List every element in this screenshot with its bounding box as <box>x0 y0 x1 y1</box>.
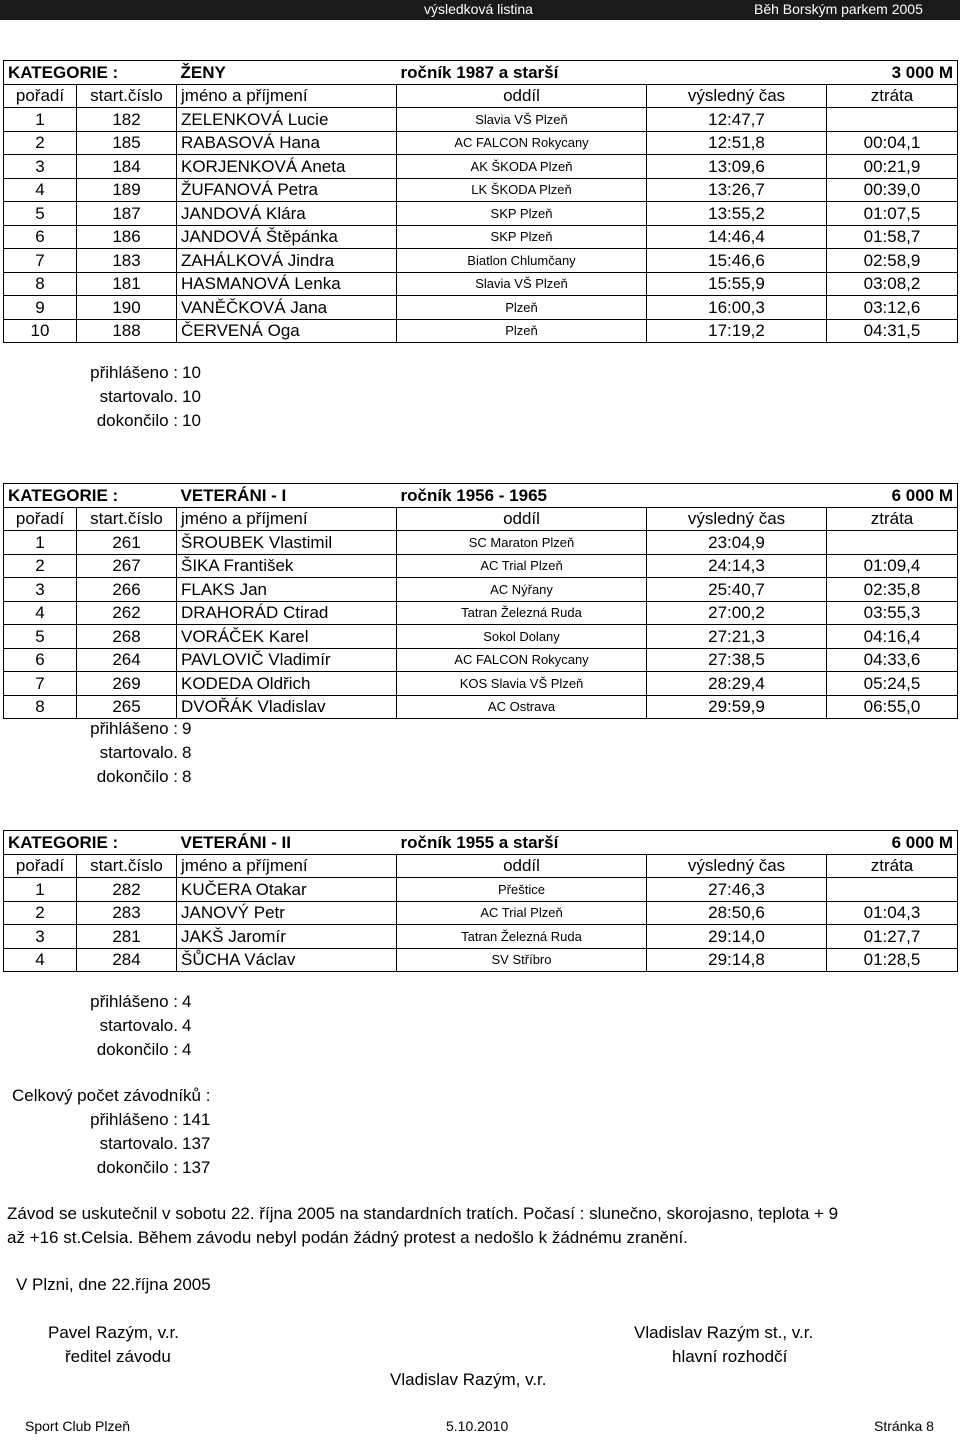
note-line-1: Závod se uskutečnil v sobotu 22. října 2005 na standardních tratích. Počasí : slunečno, skorojasno, teplota + 9 <box>7 1204 839 1223</box>
cell-time: 29:14,8 <box>647 948 827 972</box>
cell-loss: 01:09,4 <box>827 554 958 578</box>
cell-time: 27:38,5 <box>647 648 827 672</box>
cell-bib: 281 <box>77 925 177 949</box>
col-name: jméno a příjmení <box>177 854 397 878</box>
col-bib: start.číslo <box>77 507 177 531</box>
cell-name: ZELENKOVÁ Lucie <box>177 108 397 132</box>
cell-club: AC FALCON Rokycany <box>397 648 647 672</box>
col-time: výsledný čas <box>647 507 827 531</box>
table-row <box>4 695 958 719</box>
cell-rank: 2 <box>4 131 77 155</box>
cell-club: AC Nýřany <box>397 578 647 602</box>
stats-veterani-1 <box>70 717 191 789</box>
cell-rank: 6 <box>4 648 77 672</box>
cell-time: 14:46,4 <box>647 225 827 249</box>
cell-bib: 282 <box>77 878 177 902</box>
cell-bib: 183 <box>77 249 177 273</box>
total-finished: 137 <box>182 1158 211 1177</box>
cell-bib: 268 <box>77 625 177 649</box>
cell-time: 13:55,2 <box>647 202 827 226</box>
cell-name: PAVLOVIČ Vladimír <box>177 648 397 672</box>
table-row <box>4 225 958 249</box>
cell-loss: 04:16,4 <box>827 625 958 649</box>
cell-bib: 283 <box>77 901 177 925</box>
cell-name: JANDOVÁ Štěpánka <box>177 225 397 249</box>
cell-name: ŠŮCHA Václav <box>177 948 397 972</box>
cell-name: VORÁČEK Karel <box>177 625 397 649</box>
cell-time: 23:04,9 <box>647 531 827 555</box>
total-started: 137 <box>182 1134 211 1153</box>
category-distance: 3 000 M <box>827 61 958 85</box>
cell-club: Slavia VŠ Plzeň <box>397 272 647 296</box>
cell-club: SKP Plzeň <box>397 202 647 226</box>
cell-name: ŽUFANOVÁ Petra <box>177 178 397 202</box>
table-row <box>4 531 958 555</box>
cell-rank: 3 <box>4 155 77 179</box>
cell-name: ČERVENÁ Oga <box>177 319 397 343</box>
cell-name: DRAHORÁD Ctirad <box>177 601 397 625</box>
cell-name: ŠROUBEK Vlastimil <box>177 531 397 555</box>
cell-loss: 03:12,6 <box>827 296 958 320</box>
cell-bib: 265 <box>77 695 177 719</box>
stat-registered-label: přihlášeno : <box>90 992 178 1011</box>
cell-club: Slavia VŠ Plzeň <box>397 108 647 132</box>
cell-bib: 264 <box>77 648 177 672</box>
cell-rank: 2 <box>4 554 77 578</box>
cell-loss <box>827 878 958 902</box>
cell-rank: 4 <box>4 948 77 972</box>
cell-time: 28:29,4 <box>647 672 827 696</box>
cell-time: 12:47,7 <box>647 108 827 132</box>
category-year: ročník 1987 a starší <box>397 61 827 85</box>
cell-loss <box>827 108 958 132</box>
col-time: výsledný čas <box>647 854 827 878</box>
table-row <box>4 296 958 320</box>
category-name: VETERÁNI - I <box>177 484 397 508</box>
cell-bib: 189 <box>77 178 177 202</box>
cell-loss: 04:31,5 <box>827 319 958 343</box>
col-rank: pořadí <box>4 507 77 531</box>
cell-club: Sokol Dolany <box>397 625 647 649</box>
cell-loss: 01:04,3 <box>827 901 958 925</box>
cell-loss: 06:55,0 <box>827 695 958 719</box>
col-club: oddíl <box>397 84 647 108</box>
cell-time: 15:55,9 <box>647 272 827 296</box>
cell-loss: 01:58,7 <box>827 225 958 249</box>
cell-name: JAKŠ Jaromír <box>177 925 397 949</box>
cell-bib: 185 <box>77 131 177 155</box>
cell-rank: 2 <box>4 901 77 925</box>
cell-rank: 3 <box>4 925 77 949</box>
cell-club: AK ŠKODA Plzeň <box>397 155 647 179</box>
cell-rank: 6 <box>4 225 77 249</box>
col-bib: start.číslo <box>77 854 177 878</box>
cell-name: KUČERA Otakar <box>177 878 397 902</box>
cell-loss: 03:08,2 <box>827 272 958 296</box>
cell-rank: 9 <box>4 296 77 320</box>
cell-bib: 184 <box>77 155 177 179</box>
cell-time: 27:21,3 <box>647 625 827 649</box>
cell-club: SC Maraton Plzeň <box>397 531 647 555</box>
cell-club: LK ŠKODA Plzeň <box>397 178 647 202</box>
cell-name: KORJENKOVÁ Aneta <box>177 155 397 179</box>
table-row <box>4 178 958 202</box>
cell-club: SKP Plzeň <box>397 225 647 249</box>
column-header-row <box>4 854 958 878</box>
stat-registered: 10 <box>182 363 201 382</box>
cell-name: HASMANOVÁ Lenka <box>177 272 397 296</box>
cell-rank: 4 <box>4 178 77 202</box>
col-name: jméno a příjmení <box>177 507 397 531</box>
table-row <box>4 578 958 602</box>
cell-time: 29:14,0 <box>647 925 827 949</box>
cell-club: SV Stříbro <box>397 948 647 972</box>
stat-started: 4 <box>182 1016 192 1035</box>
cell-club: AC FALCON Rokycany <box>397 131 647 155</box>
col-time: výsledný čas <box>647 84 827 108</box>
cell-bib: 269 <box>77 672 177 696</box>
column-header-row <box>4 507 958 531</box>
cell-bib: 284 <box>77 948 177 972</box>
cell-rank: 8 <box>4 272 77 296</box>
category-row <box>4 61 958 85</box>
stat-finished-label: dokončilo : <box>96 1040 178 1059</box>
stat-finished: 4 <box>182 1040 192 1059</box>
cell-bib: 267 <box>77 554 177 578</box>
table-row <box>4 878 958 902</box>
stat-finished: 8 <box>182 767 192 786</box>
category-distance: 6 000 M <box>827 484 958 508</box>
table-row <box>4 625 958 649</box>
signature-director-role: ředitel závodu <box>65 1347 171 1366</box>
cell-loss: 02:58,9 <box>827 249 958 273</box>
cell-time: 16:00,3 <box>647 296 827 320</box>
footer-date: 5.10.2010 <box>446 1418 509 1434</box>
cell-name: KODEDA Oldřich <box>177 672 397 696</box>
table-row <box>4 554 958 578</box>
table-row <box>4 925 958 949</box>
total-registered-label: přihlášeno : <box>90 1110 178 1129</box>
stat-finished: 10 <box>182 411 201 430</box>
cell-bib: 186 <box>77 225 177 249</box>
cell-time: 13:09,6 <box>647 155 827 179</box>
category-name: ŽENY <box>177 61 397 85</box>
cell-club: Plzeň <box>397 319 647 343</box>
cell-name: FLAKS Jan <box>177 578 397 602</box>
cell-rank: 7 <box>4 672 77 696</box>
category-label: KATEGORIE : <box>4 484 177 508</box>
category-row <box>4 831 958 855</box>
cell-time: 28:50,6 <box>647 901 827 925</box>
table-row <box>4 249 958 273</box>
category-year: ročník 1955 a starší <box>397 831 827 855</box>
col-loss: ztráta <box>827 84 958 108</box>
table-row <box>4 601 958 625</box>
stat-registered: 4 <box>182 992 192 1011</box>
cell-club: Biatlon Chlumčany <box>397 249 647 273</box>
category-row <box>4 484 958 508</box>
cell-time: 13:26,7 <box>647 178 827 202</box>
table-row <box>4 319 958 343</box>
stat-started: 10 <box>182 387 201 406</box>
table-row <box>4 948 958 972</box>
category-label: KATEGORIE : <box>4 61 177 85</box>
cell-time: 15:46,6 <box>647 249 827 273</box>
stat-started-label: startovalo. <box>99 1016 178 1035</box>
cell-loss <box>827 531 958 555</box>
cell-rank: 8 <box>4 695 77 719</box>
cell-loss: 01:27,7 <box>827 925 958 949</box>
cell-time: 27:00,2 <box>647 601 827 625</box>
table-row <box>4 202 958 226</box>
category-label: KATEGORIE : <box>4 831 177 855</box>
table-row <box>4 648 958 672</box>
col-club: oddíl <box>397 854 647 878</box>
cell-loss: 01:07,5 <box>827 202 958 226</box>
cell-time: 29:59,9 <box>647 695 827 719</box>
cell-name: ZAHÁLKOVÁ Jindra <box>177 249 397 273</box>
table-row <box>4 901 958 925</box>
place-date: V Plzni, dne 22.října 2005 <box>16 1275 211 1294</box>
cell-bib: 182 <box>77 108 177 132</box>
cell-loss: 03:55,3 <box>827 601 958 625</box>
header-event: Běh Borským parkem 2005 <box>754 1 923 17</box>
table-row <box>4 108 958 132</box>
cell-loss: 00:04,1 <box>827 131 958 155</box>
cell-time: 27:46,3 <box>647 878 827 902</box>
page-header <box>0 0 960 20</box>
stats-total <box>70 1108 210 1180</box>
col-loss: ztráta <box>827 507 958 531</box>
stat-finished-label: dokončilo : <box>96 411 178 430</box>
cell-club: Přeštice <box>397 878 647 902</box>
stat-registered: 9 <box>182 719 192 738</box>
col-rank: pořadí <box>4 854 77 878</box>
stat-started: 8 <box>182 743 192 762</box>
cell-club: KOS Slavia VŠ Plzeň <box>397 672 647 696</box>
cell-time: 24:14,3 <box>647 554 827 578</box>
table-row <box>4 155 958 179</box>
cell-time: 12:51,8 <box>647 131 827 155</box>
header-title: výsledková listina <box>424 1 533 17</box>
category-name: VETERÁNI - II <box>177 831 397 855</box>
cell-name: RABASOVÁ Hana <box>177 131 397 155</box>
cell-rank: 5 <box>4 202 77 226</box>
stat-started-label: startovalo. <box>99 743 178 762</box>
col-loss: ztráta <box>827 854 958 878</box>
total-title: Celkový počet závodníků : <box>12 1086 211 1105</box>
stat-registered-label: přihlášeno : <box>90 719 178 738</box>
col-name: jméno a příjmení <box>177 84 397 108</box>
cell-rank: 1 <box>4 531 77 555</box>
table-row <box>4 672 958 696</box>
total-registered: 141 <box>182 1110 211 1129</box>
table-row <box>4 272 958 296</box>
stat-started-label: startovalo. <box>99 387 178 406</box>
footer-page: Stránka 8 <box>874 1418 934 1434</box>
cell-loss: 00:39,0 <box>827 178 958 202</box>
category-distance: 6 000 M <box>827 831 958 855</box>
cell-loss: 02:35,8 <box>827 578 958 602</box>
cell-bib: 181 <box>77 272 177 296</box>
total-started-label: startovalo. <box>99 1134 178 1153</box>
col-club: oddíl <box>397 507 647 531</box>
cell-name: DVOŘÁK Vladislav <box>177 695 397 719</box>
signature-referee-role: hlavní rozhodčí <box>672 1347 788 1366</box>
signature-director-name: Pavel Razým, v.r. <box>48 1323 179 1342</box>
cell-club: Plzeň <box>397 296 647 320</box>
cell-club: AC Ostrava <box>397 695 647 719</box>
results-table-zeny <box>3 60 958 343</box>
cell-time: 17:19,2 <box>647 319 827 343</box>
cell-loss: 01:28,5 <box>827 948 958 972</box>
cell-name: JANDOVÁ Klára <box>177 202 397 226</box>
col-bib: start.číslo <box>77 84 177 108</box>
cell-rank: 5 <box>4 625 77 649</box>
cell-rank: 10 <box>4 319 77 343</box>
results-table-veterani-2 <box>3 830 958 972</box>
stats-zeny <box>70 361 201 433</box>
signature-referee-name: Vladislav Razým st., v.r. <box>634 1323 814 1342</box>
cell-club: Tatran Železná Ruda <box>397 925 647 949</box>
cell-rank: 1 <box>4 878 77 902</box>
cell-rank: 3 <box>4 578 77 602</box>
category-year: ročník 1956 - 1965 <box>397 484 827 508</box>
cell-loss: 04:33,6 <box>827 648 958 672</box>
cell-name: JANOVÝ Petr <box>177 901 397 925</box>
note-line-2: až +16 st.Celsia. Během závodu nebyl podán žádný protest a nedošlo k žádnému zranění. <box>7 1228 688 1247</box>
cell-club: Tatran Železná Ruda <box>397 601 647 625</box>
table-row <box>4 131 958 155</box>
cell-bib: 187 <box>77 202 177 226</box>
column-header-row <box>4 84 958 108</box>
cell-rank: 7 <box>4 249 77 273</box>
cell-bib: 262 <box>77 601 177 625</box>
cell-loss: 00:21,9 <box>827 155 958 179</box>
col-rank: pořadí <box>4 84 77 108</box>
cell-loss: 05:24,5 <box>827 672 958 696</box>
signature-center-name: Vladislav Razým, v.r. <box>390 1370 547 1389</box>
stats-veterani-2 <box>70 990 191 1062</box>
cell-rank: 4 <box>4 601 77 625</box>
cell-club: AC Trial Plzeň <box>397 554 647 578</box>
stat-registered-label: přihlášeno : <box>90 363 178 382</box>
cell-bib: 188 <box>77 319 177 343</box>
cell-name: ŠIKA František <box>177 554 397 578</box>
footer-club: Sport Club Plzeň <box>25 1418 131 1434</box>
total-finished-label: dokončilo : <box>96 1158 178 1177</box>
cell-rank: 1 <box>4 108 77 132</box>
stat-finished-label: dokončilo : <box>96 767 178 786</box>
cell-bib: 261 <box>77 531 177 555</box>
cell-club: AC Trial Plzeň <box>397 901 647 925</box>
cell-time: 25:40,7 <box>647 578 827 602</box>
cell-bib: 266 <box>77 578 177 602</box>
results-table-veterani-1 <box>3 483 958 719</box>
cell-bib: 190 <box>77 296 177 320</box>
cell-name: VANĚČKOVÁ Jana <box>177 296 397 320</box>
